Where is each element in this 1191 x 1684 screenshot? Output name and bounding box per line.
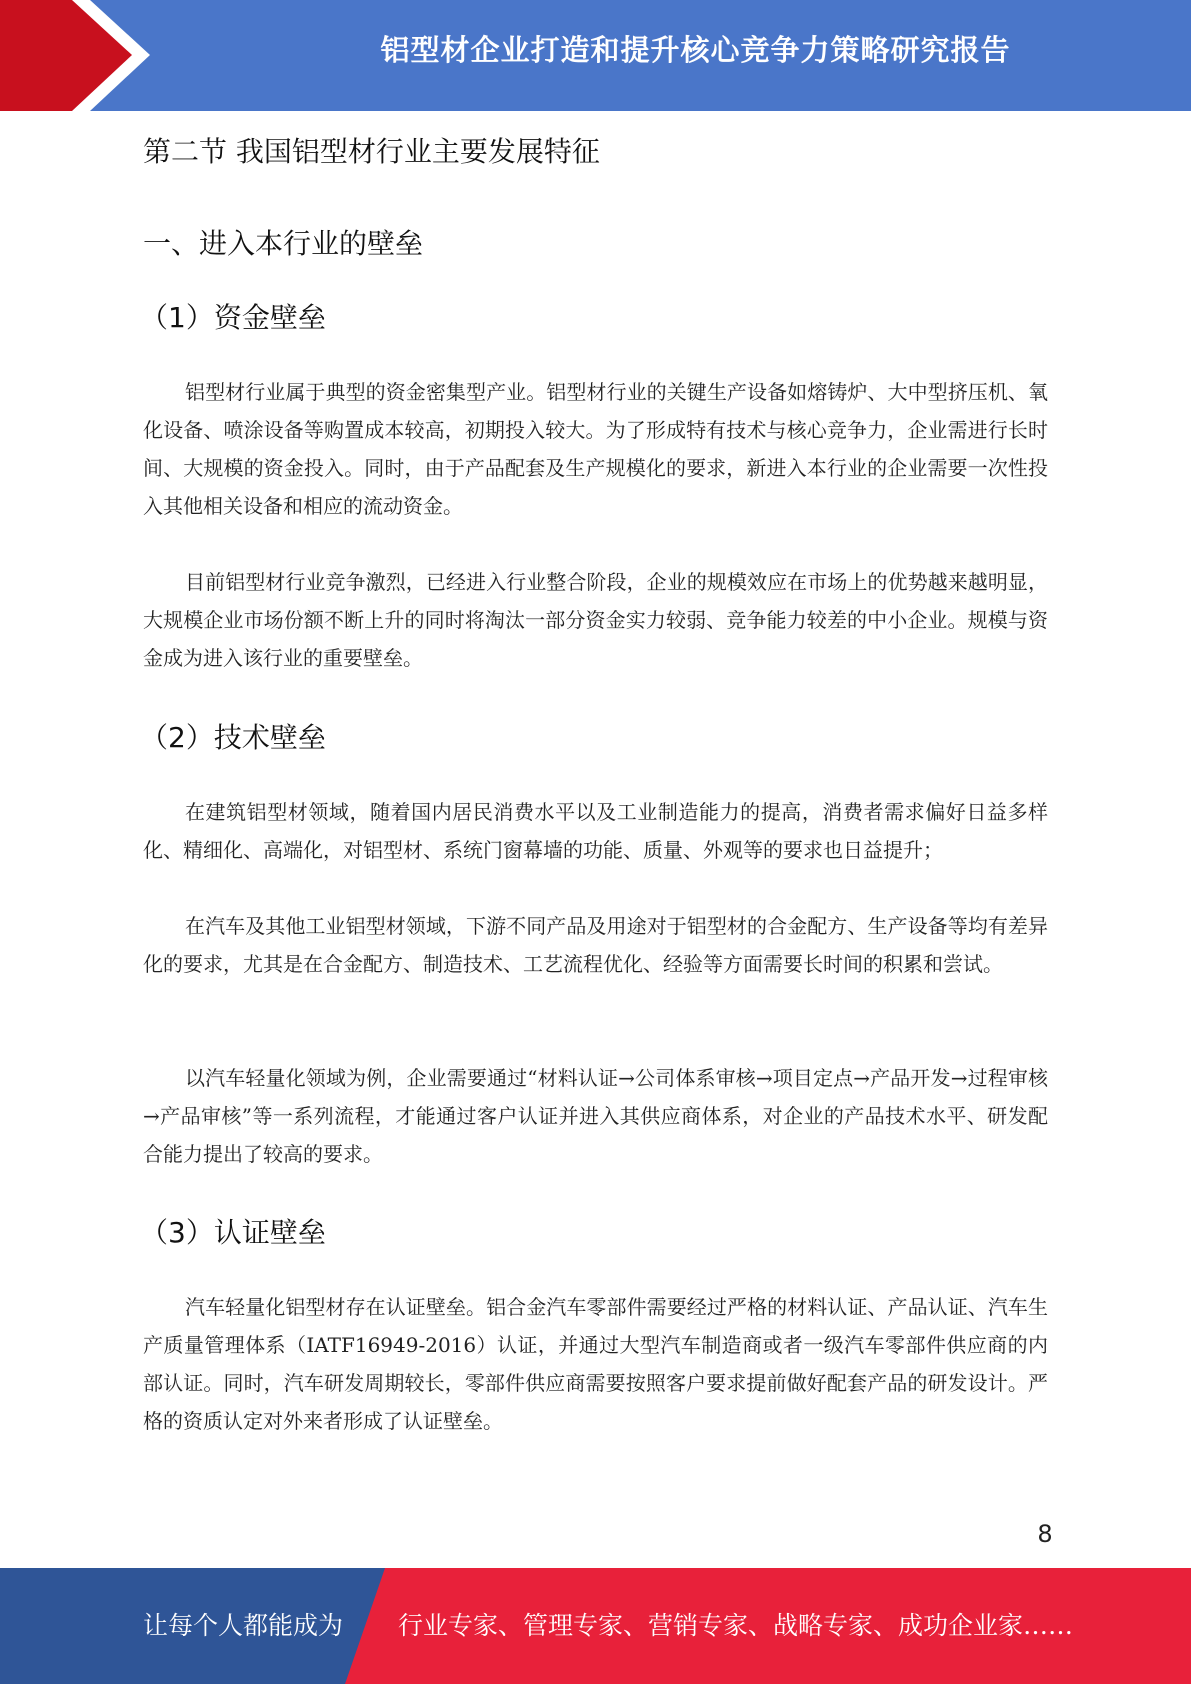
paragraph-technology-1: 在建筑铝型材领域，随着国内居民消费水平以及工业制造能力的提高，消费者需求偏好日益多样化、精细化、高端化，对铝型材、系统门窗幕墙的功能、质量、外观等的要求也日益提升； bbox=[143, 800, 1048, 862]
subsection-title: 一、进入本行业的壁垒 bbox=[143, 227, 424, 260]
footer-slogan-right: 行业专家、管理专家、营销专家、战略专家、成功企业家…… bbox=[398, 1611, 1074, 1640]
paragraph-technology-2: 在汽车及其他工业铝型材领域，下游不同产品及用途对于铝型材的合金配方、生产设备等均有差异化的要求，尤其是在合金配方、制造技术、工艺流程优化、经验等方面需要长时间的积累和尝试。 bbox=[143, 914, 1048, 976]
heading-technology-barrier: （2）技术壁垒 bbox=[140, 721, 326, 754]
page-number: 8 bbox=[1037, 1520, 1053, 1548]
report-title: 铝型材企业打造和提升核心竞争力策略研究报告 bbox=[380, 33, 1011, 67]
paragraph-certification: 汽车轻量化铝型材存在认证壁垒。铝合金汽车零部件需要经过严格的材料认证、产品认证、汽车生产质量管理体系（IATF16949-2016）认证，并通过大型汽车制造商或者一级汽车零部件供应商的内部认证。同时，汽车研发周期较长，零部件供应商需要按照客户要求提前做好配套产品的研发设计。严格的资质认定对外来者形成了认证壁垒。 bbox=[143, 1295, 1048, 1433]
heading-capital-barrier: （1）资金壁垒 bbox=[140, 301, 326, 334]
page-footer bbox=[0, 1568, 1191, 1684]
paragraph-capital-1: 铝型材行业属于典型的资金密集型产业。铝型材行业的关键生产设备如熔铸炉、大中型挤压机、氧化设备、喷涂设备等购置成本较高，初期投入较大。为了形成特有技术与核心竞争力，企业需进行长时间、大规模的资金投入。同时，由于产品配套及生产规模化的要求，新进入本行业的企业需要一次性投入其他相关设备和相应的流动资金。 bbox=[143, 380, 1048, 518]
paragraph-capital-2: 目前铝型材行业竞争激烈，已经进入行业整合阶段，企业的规模效应在市场上的优势越来越明显，大规模企业市场份额不断上升的同时将淘汰一部分资金实力较弱、竞争能力较差的中小企业。规模与资金成为进入该行业的重要壁垒。 bbox=[143, 570, 1048, 670]
paragraph-technology-3: 以汽车轻量化领域为例，企业需要通过“材料认证→公司体系审核→项目定点→产品开发→过程审核→产品审核”等一系列流程，才能通过客户认证并进入其供应商体系，对企业的产品技术水平、研发配合能力提出了较高的要求。 bbox=[143, 1066, 1048, 1166]
footer-slogan-left: 让每个人都能成为 bbox=[143, 1611, 344, 1640]
heading-certification-barrier: （3）认证壁垒 bbox=[140, 1216, 326, 1249]
page-header bbox=[0, 0, 1191, 111]
section-title: 第二节 我国铝型材行业主要发展特征 bbox=[143, 135, 600, 168]
